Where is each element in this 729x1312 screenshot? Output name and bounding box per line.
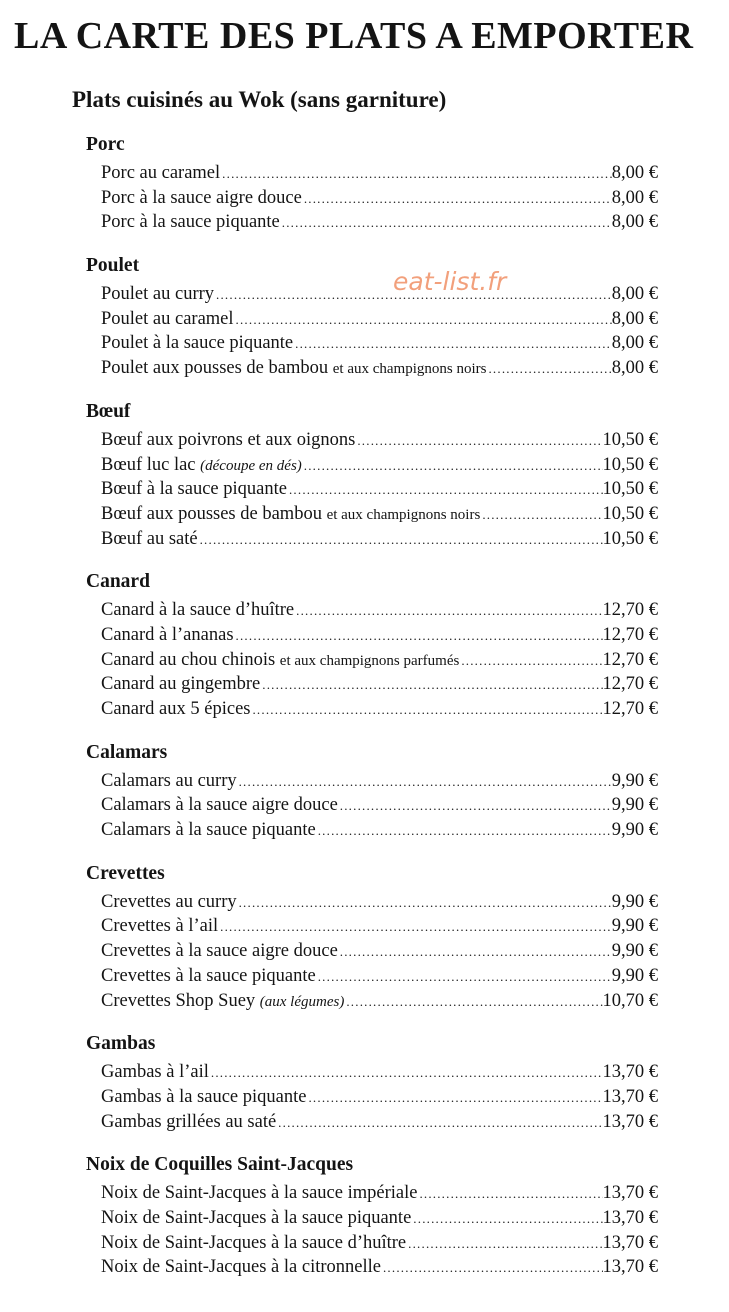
menu-item-price: 13,70 €	[602, 1086, 658, 1107]
dot-leader	[306, 1086, 602, 1110]
menu-item-name	[101, 161, 220, 186]
menu-item-name-text: Noix de Saint-Jacques à la citronnelle	[101, 1257, 381, 1278]
menu-section	[86, 1031, 660, 1134]
page-title: LA CARTE DES PLATS A EMPORTER	[14, 15, 694, 57]
dot-leader	[237, 891, 612, 915]
menu-item-name-text: Canard à la sauce d’huître	[101, 600, 295, 621]
menu-item	[101, 502, 658, 527]
menu-item-name	[101, 989, 344, 1014]
menu-item-price: 8,00 €	[611, 358, 658, 379]
menu-item	[101, 697, 658, 722]
menu-item-price: 8,00 €	[611, 308, 658, 329]
menu-item-name-text: Bœuf aux pousses de bambou	[101, 503, 322, 524]
menu-item-price: 9,90 €	[611, 795, 658, 816]
dot-leader	[218, 915, 612, 939]
dot-leader	[214, 283, 612, 307]
menu-item-name-text: Bœuf à la sauce piquante	[101, 479, 287, 500]
menu-item-name-text: Canard à l’ananas	[101, 624, 234, 645]
dot-leader	[355, 429, 602, 453]
menu-item-name	[101, 1060, 209, 1085]
menu-item-name-text: Porc à la sauce piquante	[101, 212, 280, 233]
menu-sections	[86, 132, 660, 1298]
dot-leader	[234, 624, 603, 648]
menu-item-list	[101, 1181, 658, 1280]
menu-item-name-text: Crevettes au curry	[101, 891, 237, 912]
dot-leader	[302, 454, 603, 478]
menu-item-price: 9,90 €	[611, 770, 658, 791]
menu-item-price: 13,70 €	[602, 1207, 658, 1228]
menu-item	[101, 477, 658, 502]
menu-item-price: 9,90 €	[611, 820, 658, 841]
dot-leader	[276, 1111, 602, 1135]
menu-item-name	[101, 623, 234, 648]
section-title: Poulet	[86, 255, 140, 277]
menu-item-price: 9,90 €	[611, 916, 658, 937]
dot-leader	[316, 965, 612, 989]
menu-item-name	[101, 307, 234, 332]
menu-item-name	[101, 697, 250, 722]
menu-item	[101, 428, 658, 453]
watermark-text: eat-list.fr	[393, 267, 507, 296]
menu-item-name	[101, 769, 237, 794]
menu-item-name-text: Calamars à la sauce piquante	[101, 820, 316, 841]
dot-leader	[480, 503, 602, 527]
dot-leader	[294, 599, 602, 623]
menu-item	[101, 1085, 658, 1110]
menu-item-name	[101, 502, 480, 527]
menu-item-price: 13,70 €	[602, 1111, 658, 1132]
menu-item-price: 8,00 €	[611, 187, 658, 208]
dot-leader	[316, 819, 612, 843]
menu-item-price: 10,50 €	[602, 528, 658, 549]
menu-item-name	[101, 331, 293, 356]
menu-section	[86, 1152, 660, 1280]
dot-leader	[381, 1256, 603, 1280]
menu-item-price: 13,70 €	[602, 1183, 658, 1204]
menu-item	[101, 453, 658, 478]
menu-item-name	[101, 672, 260, 697]
menu-item-list	[101, 161, 658, 235]
dot-leader	[293, 332, 612, 356]
menu-item-name	[101, 1231, 406, 1256]
menu-item-name	[101, 1085, 306, 1110]
menu-item	[101, 1231, 658, 1256]
menu-item-name-text: Crevettes à la sauce piquante	[101, 965, 316, 986]
menu-item-price: 13,70 €	[602, 1062, 658, 1083]
menu-item-list	[101, 769, 658, 843]
section-title: Noix de Coquilles Saint-Jacques	[86, 1154, 354, 1176]
section-title: Crevettes	[86, 862, 165, 884]
section-title: Bœuf	[86, 400, 131, 422]
dot-leader	[234, 308, 612, 332]
menu-item-name-text: Calamars à la sauce aigre douce	[101, 795, 338, 816]
dot-leader	[406, 1232, 602, 1256]
menu-item	[101, 1110, 658, 1135]
menu-item-note: (découpe en dés)	[200, 457, 302, 474]
menu-item-name	[101, 1110, 276, 1135]
menu-item-note: et aux champignons noirs	[326, 506, 481, 523]
menu-item-name-text: Canard au gingembre	[101, 674, 261, 695]
dot-leader	[250, 698, 602, 722]
menu-item-list	[101, 282, 658, 381]
menu-item	[101, 307, 658, 332]
menu-item-name-text: Noix de Saint-Jacques à la sauce d’huître	[101, 1232, 407, 1253]
menu-item-note: et aux champignons noirs	[332, 361, 487, 378]
dot-leader	[302, 187, 612, 211]
menu-item-name	[101, 428, 355, 453]
dot-leader	[237, 770, 612, 794]
menu-item-name	[101, 527, 198, 552]
menu-item	[101, 939, 658, 964]
menu-item-name	[101, 210, 280, 235]
menu-item-name-text: Bœuf luc lac	[101, 454, 196, 475]
menu-item-list	[101, 890, 658, 1013]
menu-item-note: (aux légumes)	[259, 993, 345, 1010]
menu-section	[86, 132, 660, 235]
menu-item	[101, 648, 658, 673]
menu-item	[101, 598, 658, 623]
dot-leader	[417, 1182, 602, 1206]
menu-item-name-text: Porc au caramel	[101, 163, 221, 183]
dot-leader	[459, 649, 602, 673]
menu-section	[86, 253, 660, 381]
dot-leader	[280, 211, 612, 235]
menu-item-price: 12,70 €	[602, 600, 658, 621]
menu-item-name-text: Noix de Saint-Jacques à la sauce piquante	[101, 1207, 412, 1228]
menu-section	[86, 569, 660, 721]
menu-section	[86, 861, 660, 1013]
menu-item	[101, 210, 658, 235]
dot-leader	[260, 673, 602, 697]
menu-item-price: 9,90 €	[611, 941, 658, 962]
section-title: Canard	[86, 571, 150, 593]
dot-leader	[209, 1061, 603, 1085]
section-title: Gambas	[86, 1033, 156, 1055]
menu-item	[101, 282, 658, 307]
menu-item-name	[101, 598, 294, 623]
menu-item	[101, 1206, 658, 1231]
menu-item	[101, 1255, 658, 1280]
dot-leader	[220, 162, 612, 186]
menu-item-price: 10,50 €	[602, 429, 658, 450]
menu-item	[101, 161, 658, 186]
menu-item-name-text: Bœuf au saté	[101, 528, 198, 549]
menu-item	[101, 914, 658, 939]
menu-item	[101, 1060, 658, 1085]
menu-item-name	[101, 356, 486, 381]
menu-item-price: 10,50 €	[602, 479, 658, 500]
menu-item-price: 10,50 €	[602, 454, 658, 475]
menu-subtitle: Plats cuisinés au Wok (sans garniture)	[72, 87, 447, 112]
menu-item	[101, 1181, 658, 1206]
menu-item	[101, 818, 658, 843]
menu-item-price: 8,00 €	[611, 212, 658, 233]
menu-item-name-text: Gambas à l’ail	[101, 1062, 209, 1083]
menu-item-price: 12,70 €	[602, 699, 658, 719]
dot-leader	[287, 478, 603, 502]
menu-item-list	[101, 598, 658, 721]
menu-item-name	[101, 453, 302, 478]
menu-item-name	[101, 964, 316, 989]
menu-item-name	[101, 890, 237, 915]
menu-item-price: 8,00 €	[611, 284, 658, 305]
menu-item-note: et aux champignons parfumés	[279, 652, 460, 669]
menu-item-name	[101, 282, 214, 307]
menu-item-price: 8,00 €	[611, 333, 658, 354]
menu-item-name	[101, 793, 338, 818]
menu-item	[101, 623, 658, 648]
menu-item-name-text: Crevettes Shop Suey	[101, 990, 256, 1011]
menu-item	[101, 793, 658, 818]
menu-item-name-text: Poulet à la sauce piquante	[101, 333, 294, 354]
menu-item-name	[101, 186, 302, 211]
menu-item-name-text: Poulet aux pousses de bambou	[101, 358, 329, 379]
menu-item-name-text: Poulet au curry	[101, 284, 215, 305]
menu-item-name	[101, 914, 218, 939]
menu-item-name	[101, 1181, 417, 1206]
menu-item-list	[101, 1060, 658, 1134]
menu-item-name-text: Bœuf aux poivrons et aux oignons	[101, 429, 356, 450]
menu-item-price: 13,70 €	[602, 1257, 658, 1278]
menu-item-price: 13,70 €	[602, 1232, 658, 1253]
dot-leader	[486, 357, 611, 381]
menu-section	[86, 399, 660, 551]
menu-item-price: 12,70 €	[602, 674, 658, 695]
section-title: Calamars	[86, 741, 168, 763]
menu-item-name-text: Gambas grillées au saté	[101, 1111, 277, 1132]
menu-item-list	[101, 428, 658, 551]
menu-item-name-text: Canard au chou chinois	[101, 649, 276, 670]
menu-item-name	[101, 939, 338, 964]
menu-item-name-text: Porc à la sauce aigre douce	[101, 187, 302, 208]
section-title: Porc	[86, 134, 125, 155]
menu-item	[101, 186, 658, 211]
menu-item-name-text: Noix de Saint-Jacques à la sauce impériale	[101, 1183, 418, 1204]
dot-leader	[198, 528, 603, 552]
menu-item-price: 8,00 €	[611, 163, 658, 183]
dot-leader	[338, 940, 612, 964]
menu-item	[101, 672, 658, 697]
dot-leader	[344, 990, 602, 1014]
menu-item-name-text: Crevettes à la sauce aigre douce	[101, 941, 338, 962]
menu-item-name	[101, 477, 287, 502]
menu-item-name-text: Canard aux 5 épices	[101, 699, 251, 719]
menu-item	[101, 769, 658, 794]
menu-item-name	[101, 1206, 411, 1231]
menu-item	[101, 331, 658, 356]
menu-item-name	[101, 648, 459, 673]
menu-item	[101, 356, 658, 381]
dot-leader	[338, 794, 612, 818]
menu-item-name-text: Gambas à la sauce piquante	[101, 1086, 307, 1107]
menu-item-price: 12,70 €	[602, 649, 658, 670]
menu-item-price: 10,70 €	[602, 990, 658, 1011]
menu-item-price: 9,90 €	[611, 891, 658, 912]
menu-item	[101, 890, 658, 915]
dot-leader	[411, 1207, 602, 1231]
menu-item-price: 9,90 €	[611, 965, 658, 986]
menu-item-name-text: Calamars au curry	[101, 770, 237, 791]
menu-item	[101, 964, 658, 989]
menu-item-name-text: Poulet au caramel	[101, 308, 234, 329]
menu-item-price: 12,70 €	[602, 624, 658, 645]
menu-section	[86, 740, 660, 843]
menu-item	[101, 989, 658, 1014]
menu-item-price: 10,50 €	[602, 503, 658, 524]
menu-item-name	[101, 1255, 381, 1280]
menu-item-name-text: Crevettes à l’ail	[101, 916, 219, 937]
menu-item-name	[101, 818, 316, 843]
menu-item	[101, 527, 658, 552]
